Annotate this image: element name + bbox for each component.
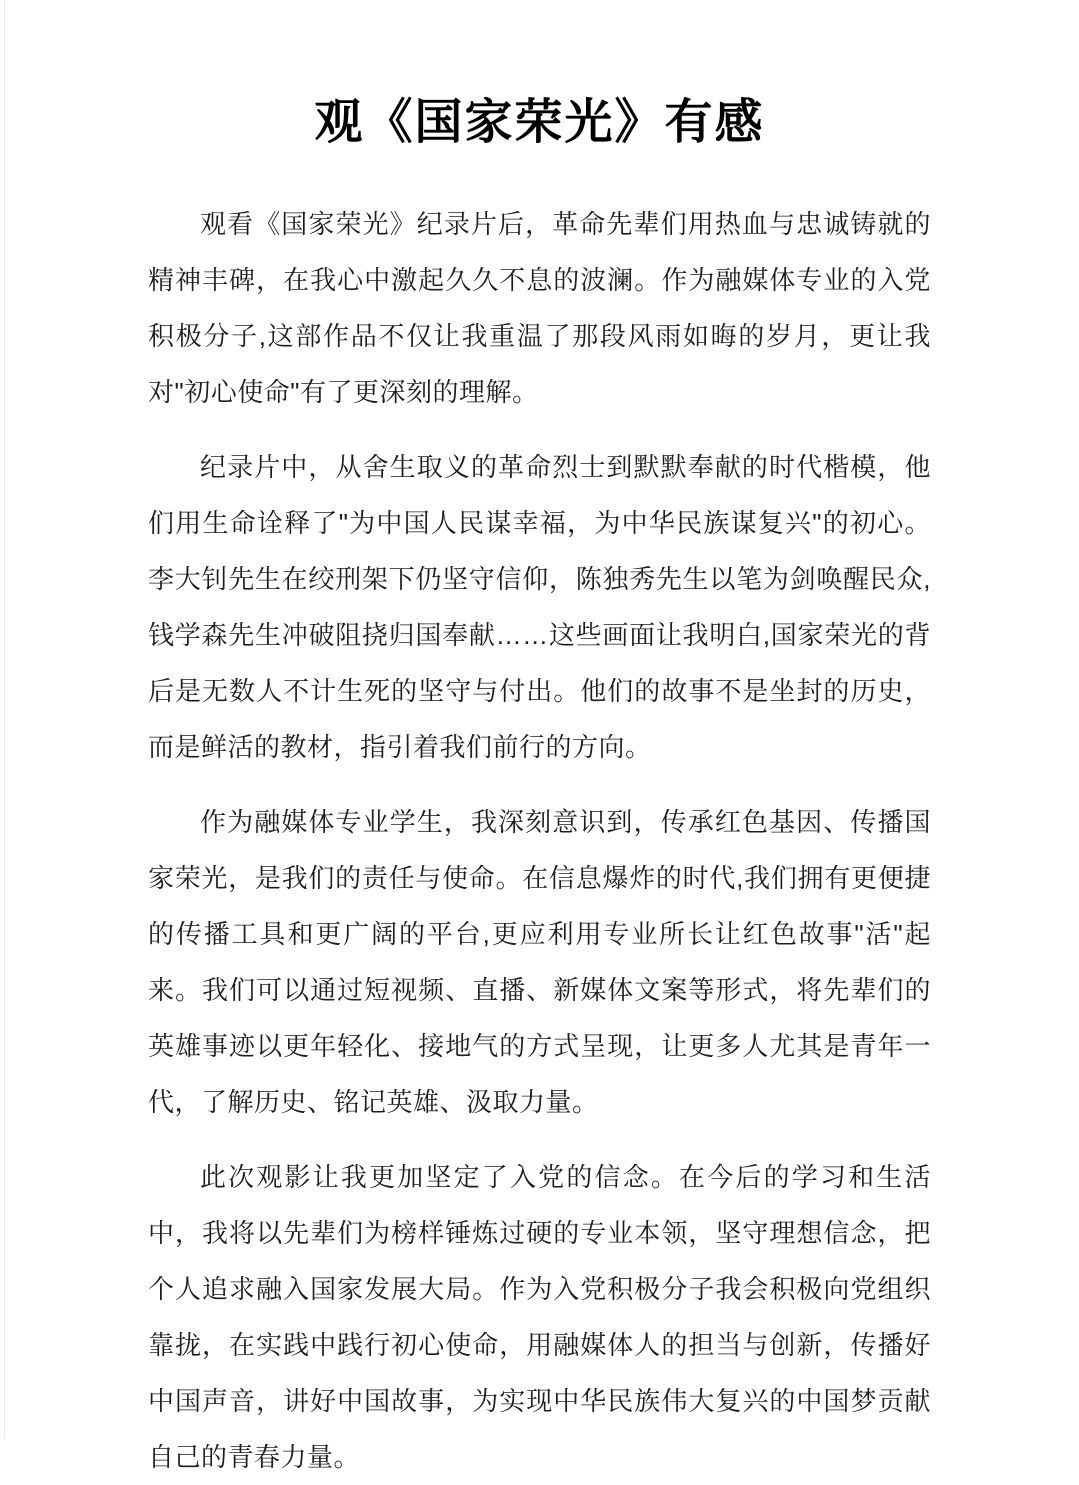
page-title: 观《国家荣光》有感 [314,96,765,149]
essay-paragraph: 此次观影让我更加坚定了入党的信念。在今后的学习和生活中，我将以先辈们为榜样锤炼过硬的专业本领，坚守理想信念，把个人追求融入国家发展大局。作为入党积极分子我会积极向党组织靠拢，在实践中践行初心使命，用融媒体人的担当与创新，传播好中国声音，讲好中国故事，为实现中华民族伟大复兴的中国梦贡献自己的青春力量。 [148,1162,931,1472]
scan-edge-line [4,0,5,1439]
essay-paragraph: 观看《国家荣光》纪录片后，革命先辈们用热血与忠诚铸就的精神丰碑，在我心中激起久久不息的波澜。作为融媒体专业的入党积极分子,这部作品不仅让我重温了那段风雨如晦的岁月，更让我对"初心使命"有了更深刻的理解。 [148,209,931,407]
essay-paragraph: 纪录片中，从舍生取义的革命烈士到默默奉献的时代楷模，他们用生命诠释了"为中国人民谋幸福，为中华民族谋复兴"的初心。李大钊先生在绞刑架下仍坚守信仰，陈独秀先生以笔为剑唤醒民众,钱学森先生冲破阻挠归国奉献……这些画面让我明白,国家荣光的背后是无数人不计生死的坚守与付出。他们的故事不是坐封的历史，而是鲜活的教材，指引着我们前行的方向。 [148,452,931,762]
essay-paragraph: 作为融媒体专业学生，我深刻意识到，传承红色基因、传播国家荣光，是我们的责任与使命。在信息爆炸的时代,我们拥有更便捷的传播工具和更广阔的平台,更应利用专业所长让红色故事"活"起来。我们可以通过短视频、直播、新媒体文案等形式，将先辈们的英雄事迹以更年轻化、接地气的方式呈现，让更多人尤其是青年一代，了解历史、铭记英雄、汲取力量。 [148,807,931,1117]
essay-body [148,196,931,1485]
